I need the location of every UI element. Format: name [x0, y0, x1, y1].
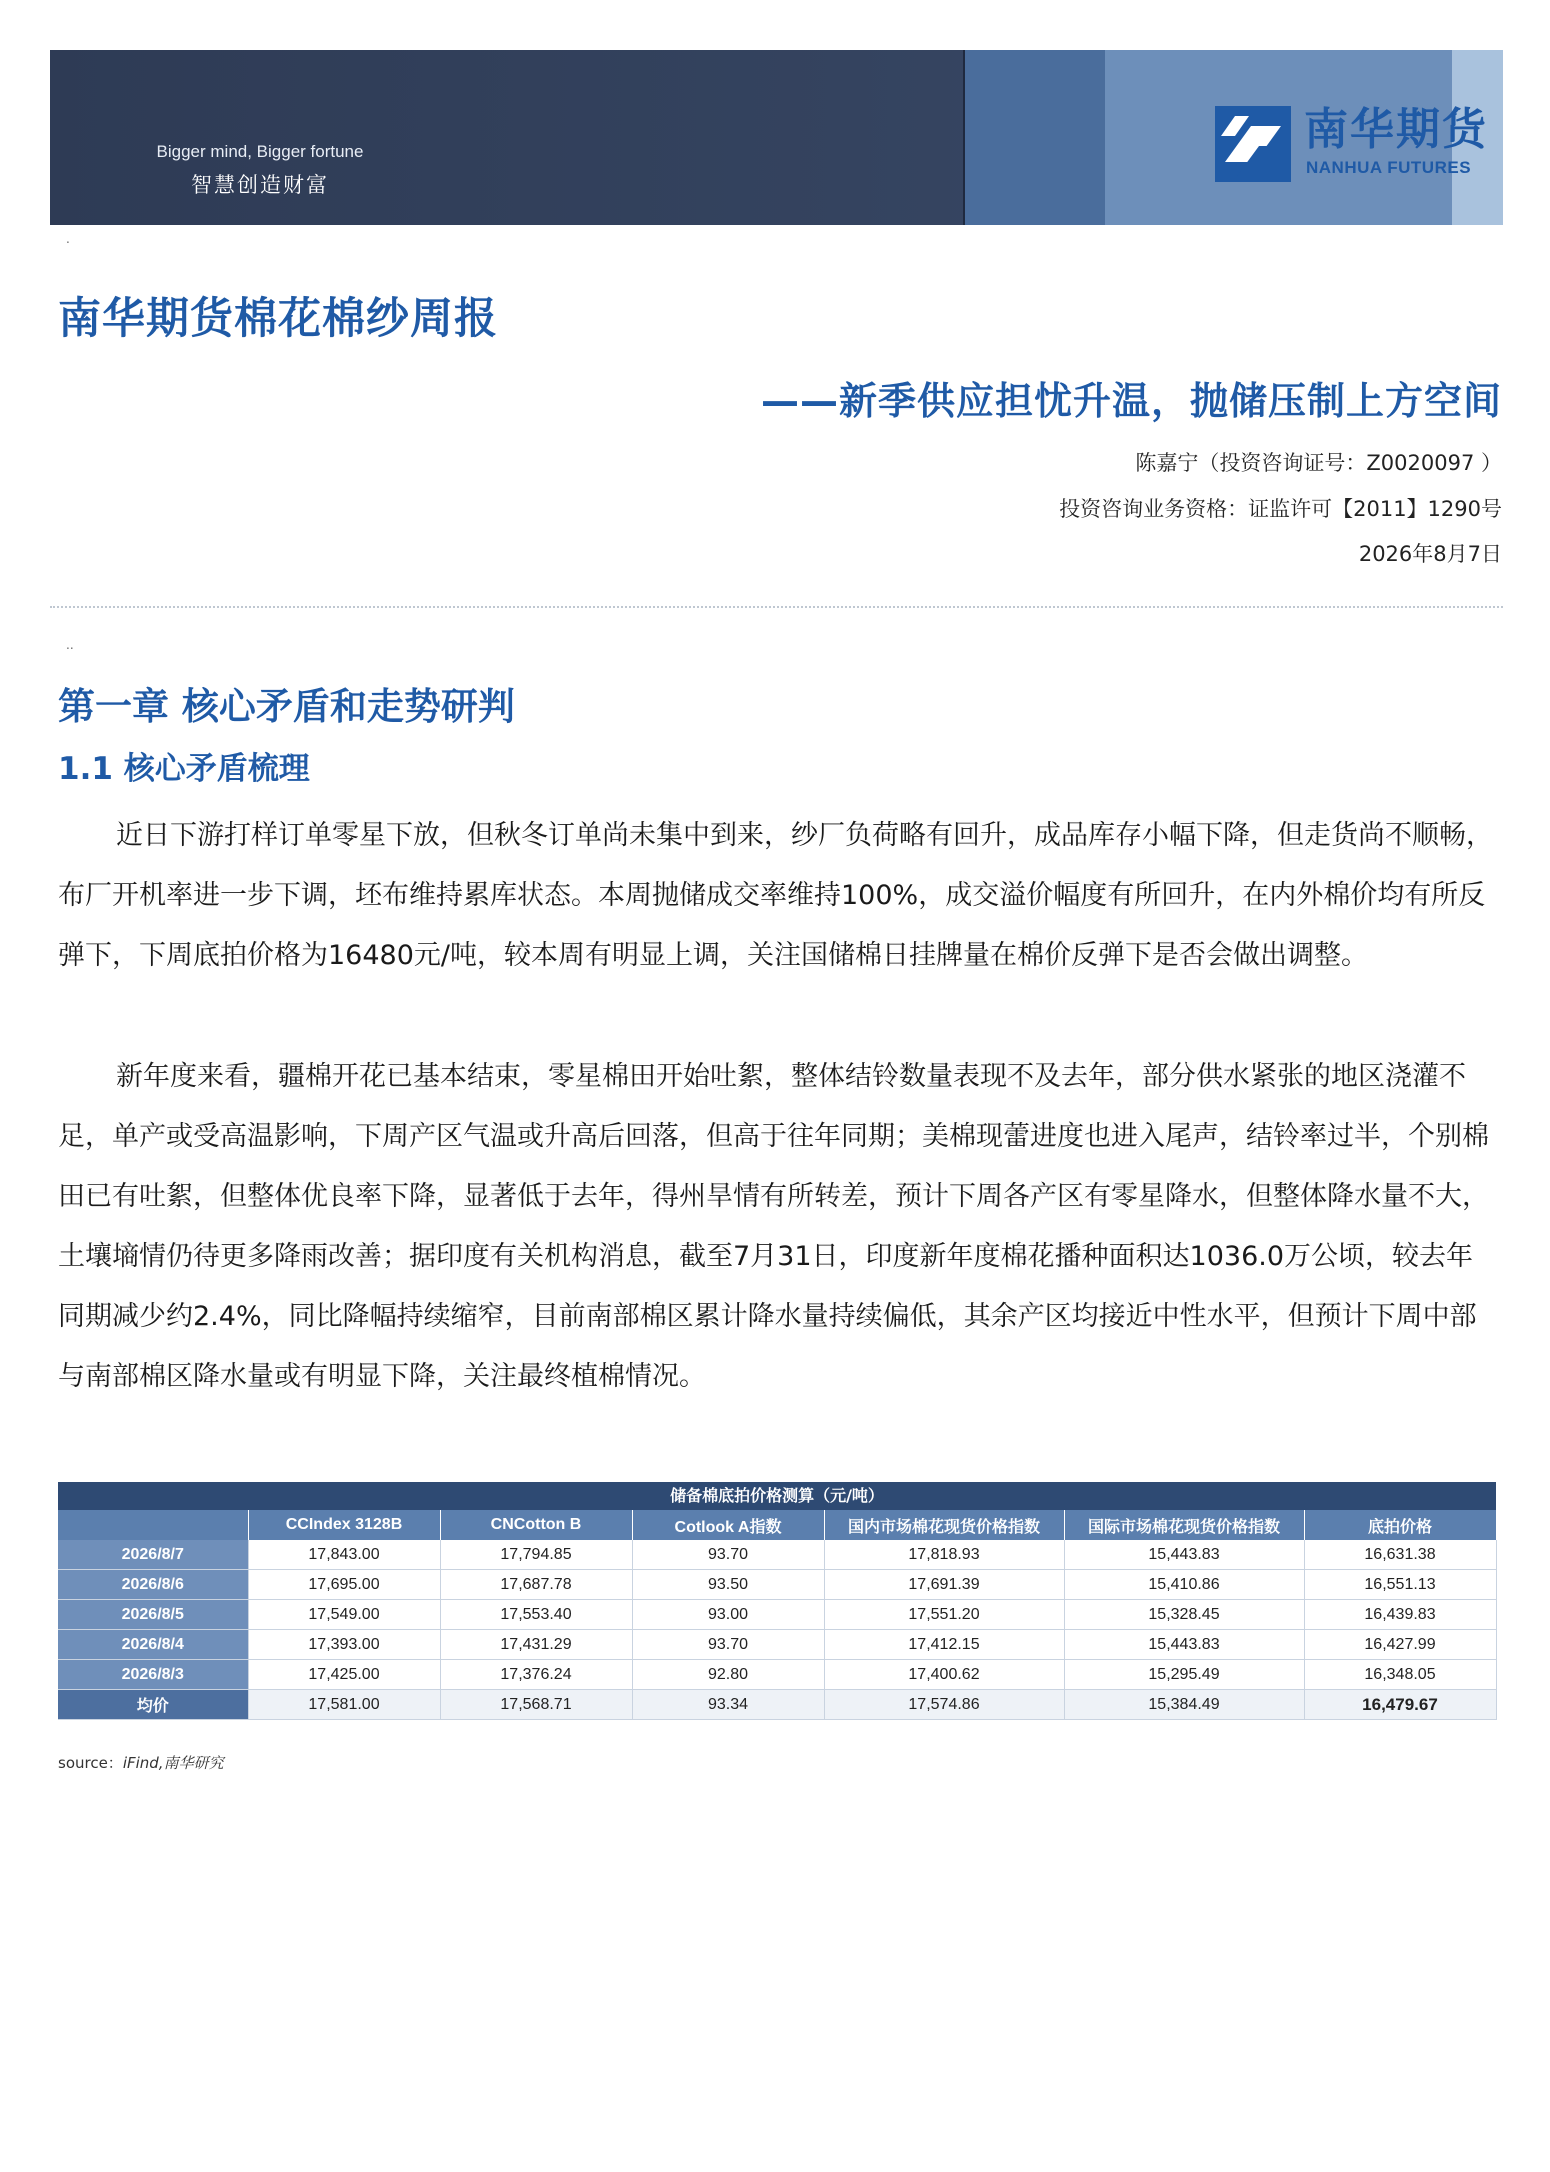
- table-cell: 15,443.83: [1064, 1630, 1304, 1660]
- table-cell: 93.50: [632, 1570, 824, 1600]
- table-cell: 17,553.40: [440, 1600, 632, 1630]
- table-cell: 17,818.93: [824, 1540, 1064, 1570]
- table-cell: 17,568.71: [440, 1690, 632, 1720]
- table-cell: 93.70: [632, 1630, 824, 1660]
- average-auction-price: 16,479.67: [1304, 1690, 1496, 1720]
- table-cell: 15,410.86: [1064, 1570, 1304, 1600]
- table-cell: 93.34: [632, 1690, 824, 1720]
- decorative-dot: .: [66, 232, 70, 246]
- table-cell: 16,348.05: [1304, 1660, 1496, 1690]
- table-row: [58, 1570, 1496, 1600]
- table-cell: 17,400.62: [824, 1660, 1064, 1690]
- table-cell: 16,551.13: [1304, 1570, 1496, 1600]
- table-row: [58, 1600, 1496, 1630]
- row-date: 2026/8/7: [58, 1540, 248, 1570]
- table-cell: 17,425.00: [248, 1660, 440, 1690]
- column-header: CNCotton B: [440, 1510, 632, 1540]
- table-cell: 15,328.45: [1064, 1600, 1304, 1630]
- column-header: 国内市场棉花现货价格指数: [824, 1510, 1064, 1540]
- table-cell: 16,631.38: [1304, 1540, 1496, 1570]
- table-cell: 93.00: [632, 1600, 824, 1630]
- report-subtitle: ——新季供应担忧升温，抛储压制上方空间: [760, 379, 1502, 423]
- row-date: 2026/8/5: [58, 1600, 248, 1630]
- table-row: [58, 1630, 1496, 1660]
- chapter-heading: 第一章 核心矛盾和走势研判: [58, 685, 515, 728]
- average-label: 均价: [58, 1690, 248, 1720]
- column-header: CCIndex 3128B: [248, 1510, 440, 1540]
- row-date: 2026/8/4: [58, 1630, 248, 1660]
- decorative-dot: ..: [66, 638, 74, 652]
- table-cell: 17,431.29: [440, 1630, 632, 1660]
- table-average-row: [58, 1690, 1496, 1720]
- column-header: Cotlook A指数: [632, 1510, 824, 1540]
- report-title: 南华期货棉花棉纱周报: [58, 294, 498, 344]
- logo-text-chinese: 南华期货: [1304, 104, 1488, 155]
- banner-stripe: [965, 50, 1105, 225]
- column-header: [58, 1510, 248, 1540]
- table-cell: 17,393.00: [248, 1630, 440, 1660]
- source-text: iFind,南华研究: [122, 1754, 224, 1772]
- logo-text-english: NANHUA FUTURES: [1306, 158, 1472, 177]
- section-divider: [50, 606, 1503, 608]
- table-cell: 16,427.99: [1304, 1630, 1496, 1660]
- table-header-row: [58, 1510, 1496, 1540]
- section-heading: 1.1 核心矛盾梳理: [58, 751, 310, 787]
- table-cell: 15,295.49: [1064, 1660, 1304, 1690]
- body-paragraph-1: 近日下游打样订单零星下放，但秋冬订单尚未集中到来，纱厂负荷略有回升，成品库存小幅下降，但走货尚不顺畅，布厂开机率进一步下调，坯布维持累库状态。本周抛储成交率维持100%，成交溢价幅度有所回升，在内外棉价均有所反弹下，下周底拍价格为16480元/吨，较本周有明显上调，关注国储棉日挂牌量在棉价反弹下是否会做出调整。: [58, 820, 1493, 971]
- body-paragraph-2: 新年度来看，疆棉开花已基本结束，零星棉田开始吐絮，整体结铃数量表现不及去年，部分供水紧张的地区浇灌不足，单产或受高温影响，下周产区气温或升高后回落，但高于往年同期；美棉现蕾进度也进入尾声，结铃率过半，个别棉田已有吐絮，但整体优良率下降，显著低于去年，得州旱情有所转差，预计下周各产区有零星降水，但整体降水量不大，土壤墒情仍待更多降雨改善；据印度有关机构消息，截至7月31日，印度新年度棉花播种面积达1036.0万公顷，较去年同期减少约2.4%，同比降幅持续缩窄，目前南部棉区累计降水量持续偏低，其余产区均接近中性水平，但预计下周中部与南部棉区降水量或有明显下降，关注最终植棉情况。: [58, 1061, 1489, 1392]
- table-cell: 17,581.00: [248, 1690, 440, 1720]
- table-cell: 15,384.49: [1064, 1690, 1304, 1720]
- table-cell: 16,439.83: [1304, 1600, 1496, 1630]
- table-row: [58, 1540, 1496, 1570]
- slogan-english: Bigger mind, Bigger fortune: [156, 142, 364, 161]
- table-cell: 17,549.00: [248, 1600, 440, 1630]
- auction-price-table: [58, 1482, 1496, 1720]
- slogan-chinese: 智慧创造财富: [191, 173, 329, 197]
- table-cell: 17,695.00: [248, 1570, 440, 1600]
- license-line: 投资咨询业务资格：证监许可【2011】1290号: [1059, 497, 1502, 521]
- column-header: 国际市场棉花现货价格指数: [1064, 1510, 1304, 1540]
- table-cell: 17,376.24: [440, 1660, 632, 1690]
- source-note: [58, 1752, 224, 1773]
- column-header: 底拍价格: [1304, 1510, 1496, 1540]
- row-date: 2026/8/3: [58, 1660, 248, 1690]
- nanhua-logo-icon: [1215, 106, 1291, 182]
- table-cell: 17,691.39: [824, 1570, 1064, 1600]
- table-cell: 93.70: [632, 1540, 824, 1570]
- table-cell: 17,794.85: [440, 1540, 632, 1570]
- table-cell: 15,443.83: [1064, 1540, 1304, 1570]
- table-caption: 储备棉底拍价格测算（元/吨）: [58, 1482, 1496, 1510]
- table-cell: 17,687.78: [440, 1570, 632, 1600]
- header-banner: [50, 50, 1503, 225]
- author-line: 陈嘉宁（投资咨询证号：Z0020097 ）: [1135, 451, 1502, 475]
- data-table: [58, 1510, 1497, 1720]
- table-cell: 17,574.86: [824, 1690, 1064, 1720]
- source-label: source：: [58, 1754, 123, 1772]
- table-cell: 17,843.00: [248, 1540, 440, 1570]
- table-cell: 17,551.20: [824, 1600, 1064, 1630]
- table-row: [58, 1660, 1496, 1690]
- row-date: 2026/8/6: [58, 1570, 248, 1600]
- table-cell: 92.80: [632, 1660, 824, 1690]
- report-date: 2026年8月7日: [1358, 542, 1502, 566]
- table-cell: 17,412.15: [824, 1630, 1064, 1660]
